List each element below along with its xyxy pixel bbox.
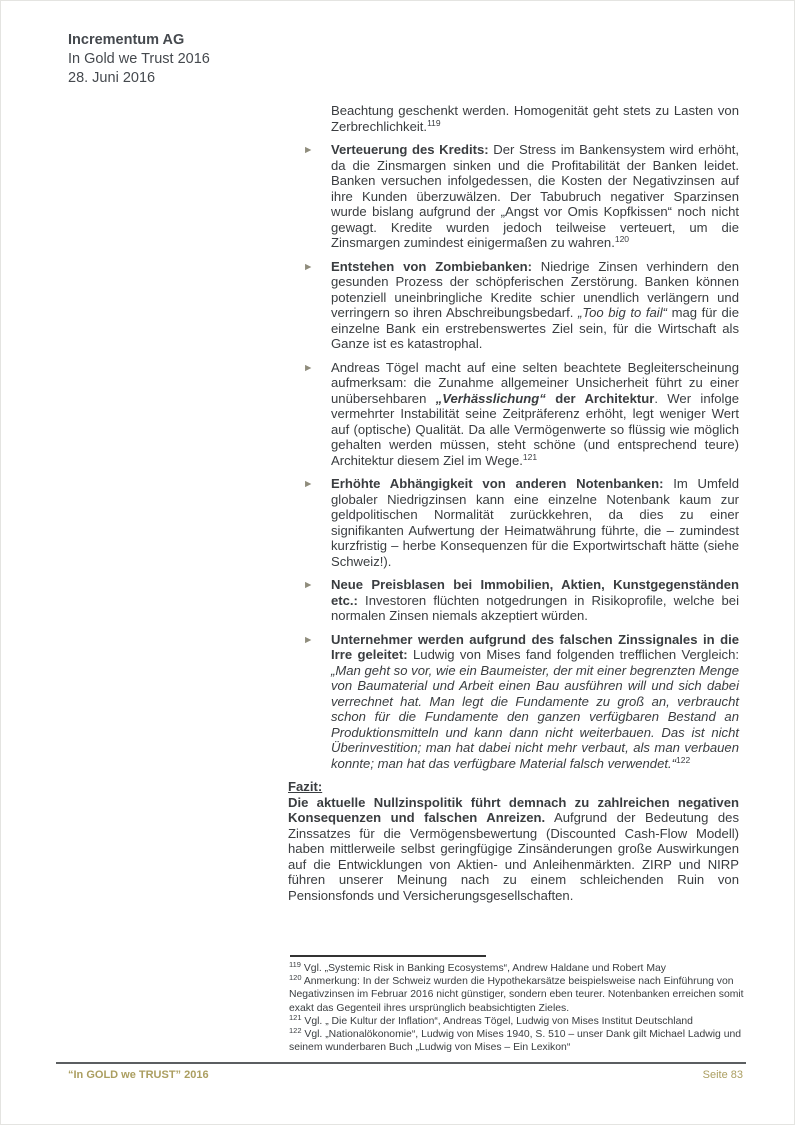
footnote-text: Vgl. „ Die Kultur der Inflation“, Andreas Tögel, Ludwig von Mises Institut Deutschland [301, 1015, 693, 1027]
footer-divider [56, 1062, 746, 1064]
item-text: Ludwig von Mises fand folgenden trefflichen Vergleich: [407, 647, 739, 662]
footnote-item [289, 1012, 751, 1028]
report-title: In Gold we Trust 2016 [68, 51, 210, 67]
item-text: Niedrige Zinsen verhindern den gesunden Prozess der schöpferischen Zerstörung. Banken können potenziell uneinbringliche Kredite schier unendlich verlängern und verringern so ihren Abschreibungsbedarf. [331, 258, 739, 320]
bullet-arrow-icon: ► [303, 361, 314, 374]
bullet-arrow-icon: ► [303, 260, 314, 273]
footnote-text: Anmerkung: In der Schweiz wurden die Hypothekarsätze beispielsweise nach Einführung von Negativzinsen im Februar 2016 nicht günstiger, sondern eben teurer. Notenbanken erreichen somit exakt das Gegenteil ihres ursprünglich beabsichtigten Zieles. [289, 976, 744, 1014]
footnote-item [289, 975, 751, 1015]
item-quote: „Man geht so vor, wie ein Baumeister, der mit einer begrenzten Menge von Baumaterial und Arbeit einen Bau ausführen will und sich dabei verrechnet hat. Man legt die Fundamente zu groß an, verbraucht schon für die Fundamente den ganzen verfügbaren Bestand an Produktionsmitteln und kann dann nicht weiterbauen. Das ist nicht Überinvestition; man hat dabei nicht mehr verbaut, als man verbauen konnte; man hat das verfügbare Material falsch verwendet.“ [331, 662, 739, 771]
footnote-item [289, 962, 751, 975]
item-lead: Entstehen von Zombiebanken: [331, 258, 532, 274]
footnote-text: Vgl. „Systemic Risk in Banking Ecosystems“, Andrew Haldane und Robert May [300, 963, 666, 974]
list-item [288, 476, 739, 569]
item-bold-phrase: der Architektur [545, 390, 655, 406]
footnote-number: 121 [289, 1012, 302, 1022]
footnote-number: 119 [289, 960, 301, 969]
item-lead: Verteuerung des Kredits: [331, 142, 489, 157]
item-text: Andreas Tögel macht auf eine selten beachtete Begleiterscheinung aufmerksam: die Zunahme allgemeiner Unsicherheit führt zu einer unübersehbaren [331, 359, 739, 406]
fazit-text: Aufgrund der Bedeutung des Zinssatzes für die Vermögensbewertung (Discounted Cash-Flow Modell) haben mittlerweile selbst geringfügige Zinsänderungen große Auswirkungen auf die Entwicklungen von Aktien- und Anleihenmärkten. ZIRP und NIRP führen unserer Meinung nach zu einem schleichenden Ruin von Pensionsfonds und Versicherungsgesellschaften. [288, 810, 739, 903]
footnote-text: Vgl. „Nationalökonomie“, Ludwig von Mises 1940, S. 510 – unser Dank gilt Michael Ladwig und seinem wunderbaren Buch „Ludwig von Mises – Ein Lexikon“ [289, 1029, 742, 1054]
bullet-arrow-icon: ► [303, 579, 314, 591]
item-lead: Erhöhte Abhängigkeit von anderen Notenbanken: [331, 476, 664, 491]
item-italic-phrase: „Too big to fail“ [577, 305, 667, 320]
item-bold-italic-phrase: „Verhässlichung“ [435, 390, 546, 406]
footnote-ref: 119 [427, 117, 441, 128]
list-item [288, 360, 739, 469]
footnote-ref: 122 [675, 754, 691, 765]
footnote-separator [290, 955, 486, 957]
list-item [288, 259, 739, 352]
list-item [288, 142, 739, 251]
main-content [288, 103, 739, 903]
bullet-arrow-icon: ► [303, 633, 314, 646]
company-name: Incrementum AG [68, 32, 185, 48]
footnote-ref: 121 [522, 451, 538, 462]
fazit-heading: Fazit: [288, 779, 323, 794]
footer-report-title: “In GOLD we TRUST” 2016 [68, 1069, 209, 1081]
bullet-arrow-icon: ► [303, 144, 314, 156]
footnote-number: 122 [289, 1026, 302, 1036]
footnote-number: 120 [289, 973, 302, 983]
footnote-item [289, 1028, 751, 1054]
fazit-lead: Die aktuelle Nullzinspolitik führt demnach zu zahlreichen negativen Konsequenzen und falschen Anreizen. [288, 794, 739, 825]
item-text: Im Umfeld globaler Niedrigzinsen kann eine einzelne Notenbank kaum zur geldpolitischen Normalität zurückkehren, da dies zu einer signifikanten Aufwertung der Heimatwährung führte, die – zumindest kurzfristig – herbe Konsequenzen für die Exportwirtschaft hätte (siehe Schweiz!). [331, 476, 739, 569]
item-text: . Wer infolge vermehrter Instabilität seine Zeitpräferenz erhöht, legt weniger Wert auf (optische) Qualität. Da alle Vermögenwerte so flüssig wie möglich gehalten werden müssen, steht schöne (und entsprechend teure) Architektur diesem Ziel im Wege. [331, 390, 740, 468]
fazit-paragraph [288, 795, 739, 904]
footnote-ref: 120 [614, 234, 630, 244]
report-date: 28. Juni 2016 [68, 70, 156, 86]
report-header [68, 31, 210, 88]
item-text: Der Stress im Bankensystem wird erhöht, da die Zinsmargen sinken und die Profitabilität der Banken leidet. Banken versuchen infolgedessen, die Kosten der Negativzinsen auf ihre Kunden überzuwälzen. Der Tabubruch negativer Sparzinsen wurde bislang aufgrund der „Angst vor Omis Kopfkissen“ noch nicht gewagt. Kredite wurden jedoch teilweise verteuert, um die Zinsmargen zumindest einigermaßen zu wahren. [331, 142, 740, 250]
item-text: mag für die einzelne Bank ein erstrebenswertes Ziel sein, für die Wirtschaft als Ganze ist es katastrophal. [331, 305, 739, 351]
paragraph-continuation [331, 103, 739, 134]
footer-page-number: Seite 83 [702, 1069, 743, 1081]
intro-text: Beachtung geschenkt werden. Homogenität geht stets zu Lasten von Zerbrechlichkeit. [331, 103, 739, 134]
list-item [288, 632, 739, 772]
item-lead: Neue Preisblasen bei Immobilien, Aktien, Kunstgegenständen etc.: [331, 577, 739, 608]
list-item [288, 577, 739, 624]
item-text: Investoren flüchten notgedrungen in Risikoprofile, welche bei normalen Zinsen niemals akzeptiert würden. [331, 592, 739, 623]
item-lead: Unternehmer werden aufgrund des falschen Zinssignales in die Irre geleitet: [331, 631, 739, 662]
footnotes-block [289, 962, 751, 1054]
bullet-arrow-icon: ► [303, 478, 314, 490]
